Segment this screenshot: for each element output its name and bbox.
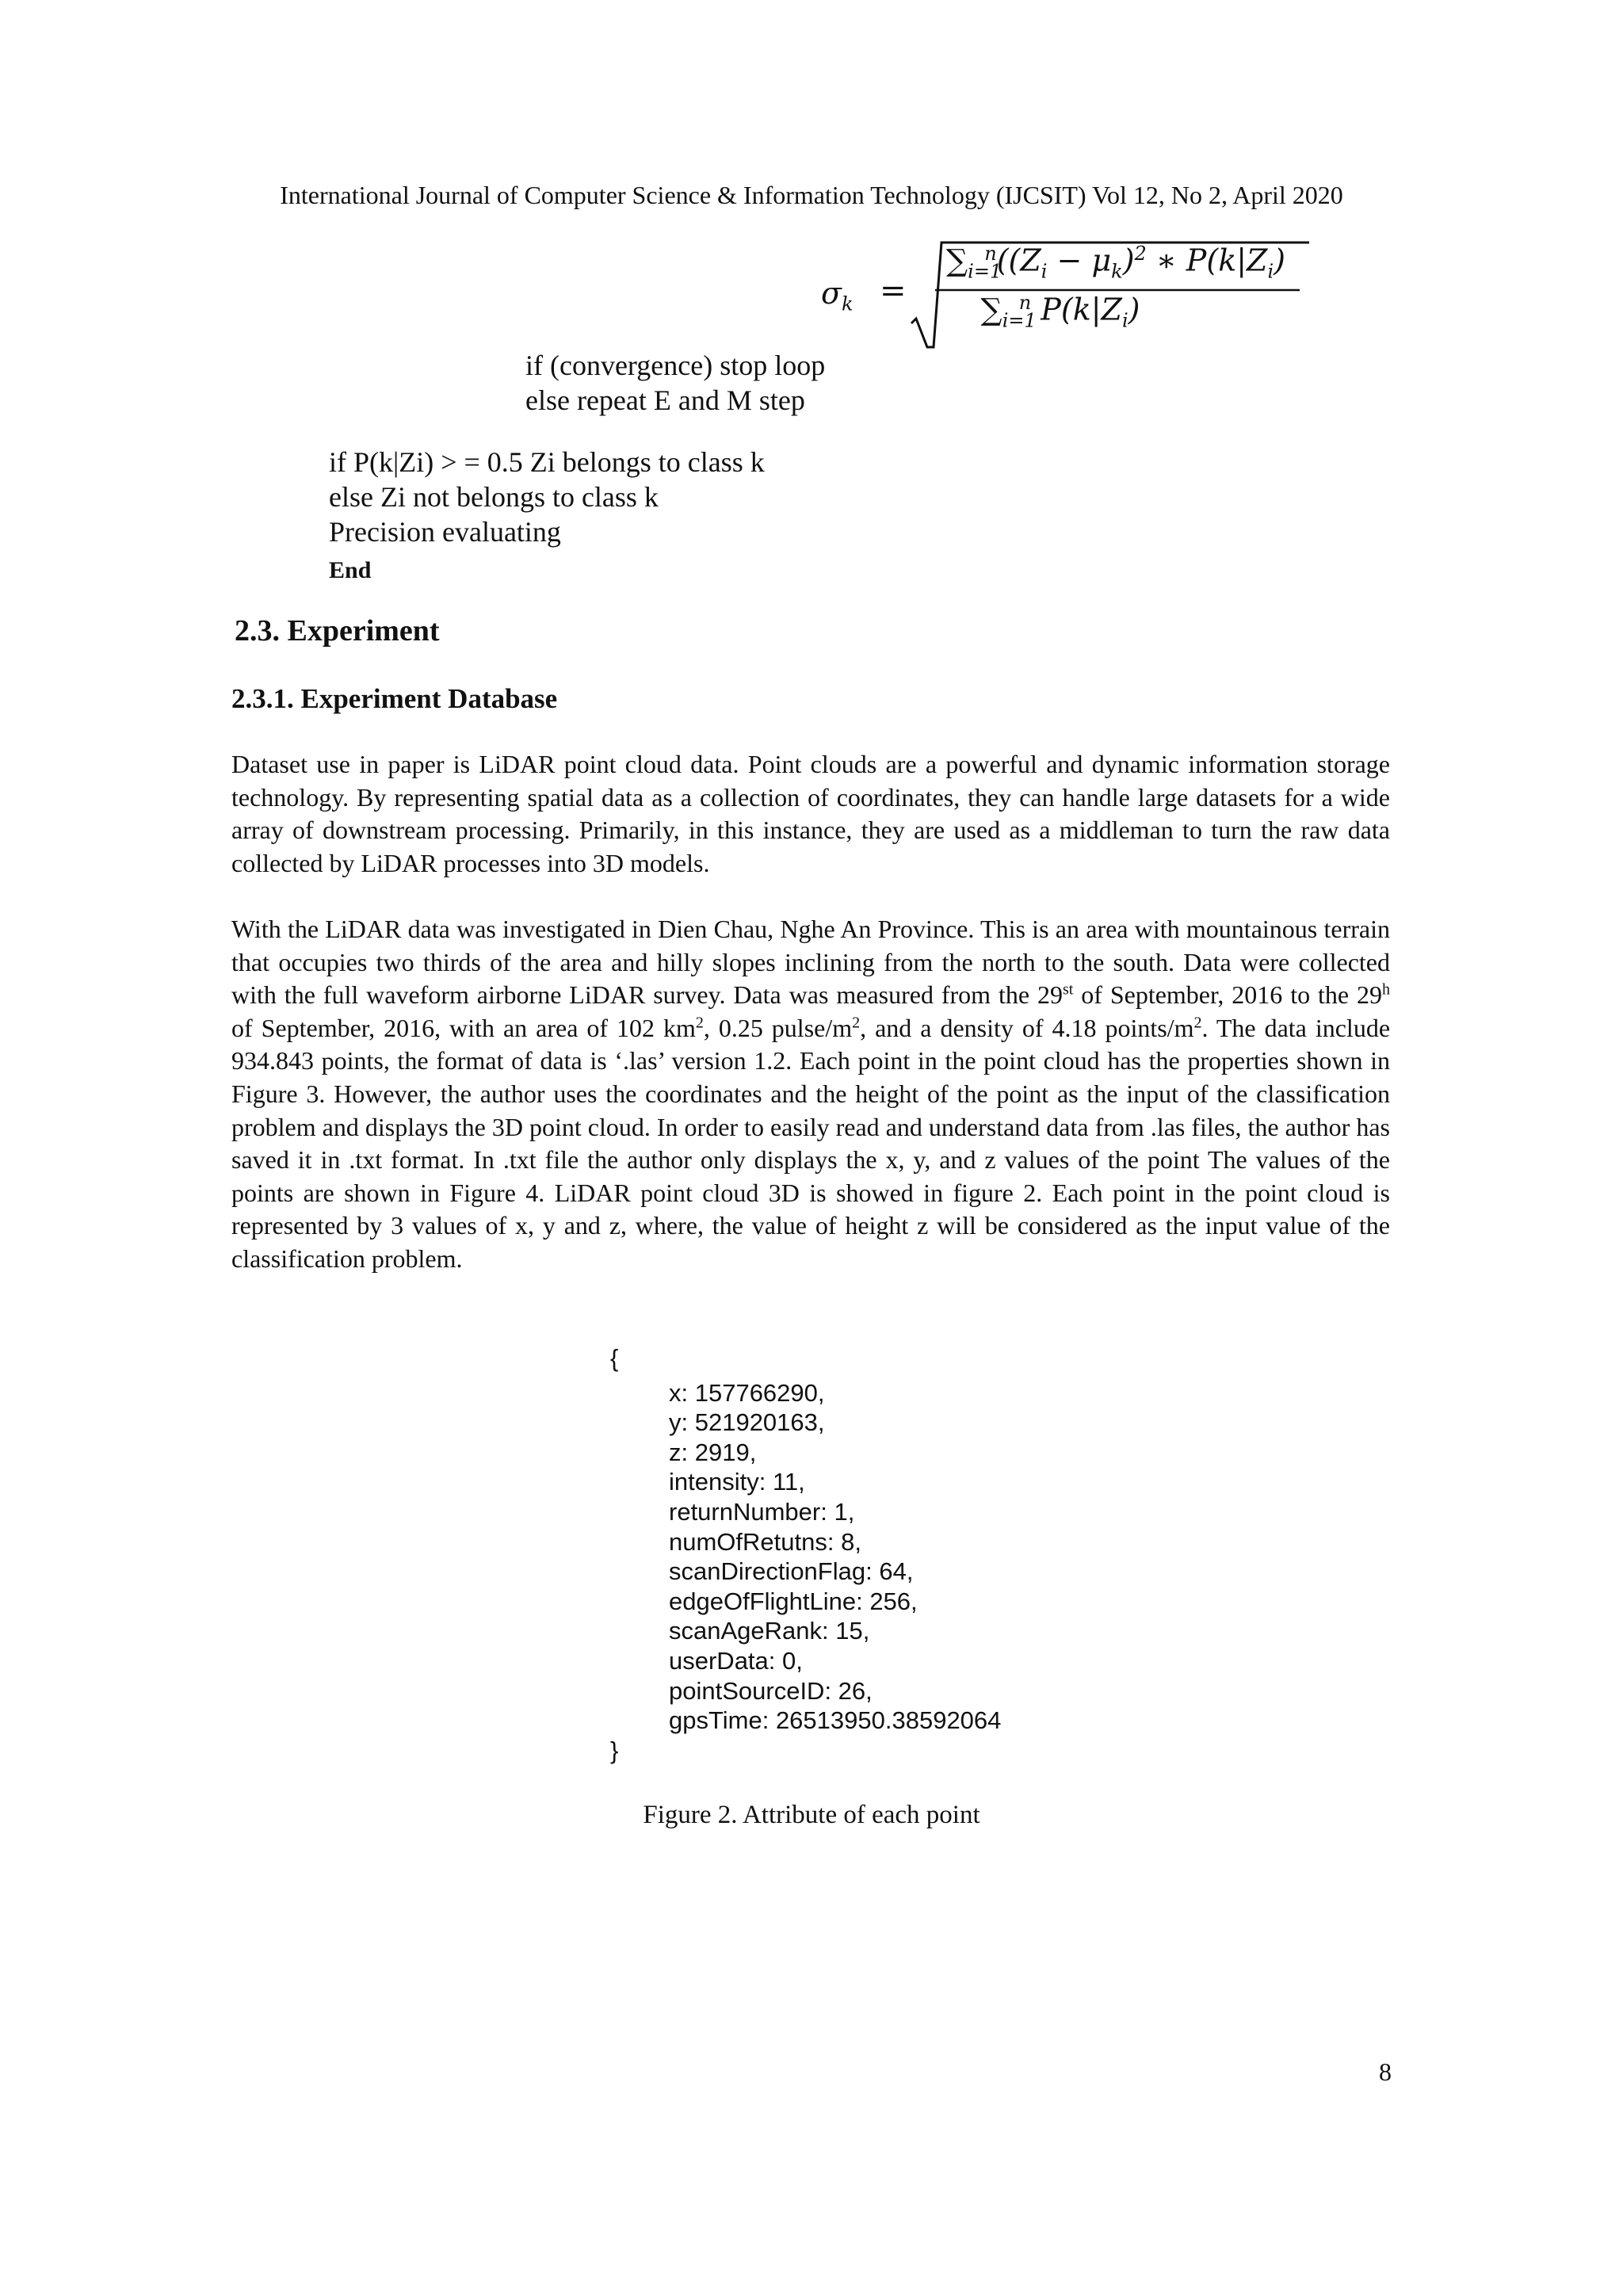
page-number: 8 bbox=[1379, 2057, 1392, 2086]
sigma-equation bbox=[808, 236, 1316, 355]
algorithm-line-2: else repeat E and M step bbox=[525, 384, 805, 416]
attribute-line: x: 157766290, bbox=[669, 1378, 825, 1407]
point-attributes-figure bbox=[610, 1343, 1001, 1765]
attribute-line: y: 521920163, bbox=[669, 1408, 825, 1437]
equation-numerator: $\sum_{i=1}^n((Z_i - \mu_k)^2$ ∗ $P(k|Z_i)$ bbox=[946, 243, 1285, 283]
section-heading: 2.3. Experiment bbox=[235, 614, 440, 648]
algorithm-line-5: Precision evaluating bbox=[329, 516, 561, 548]
close-brace: } bbox=[610, 1736, 619, 1764]
algorithm-line-1: if (convergence) stop loop bbox=[525, 350, 826, 381]
algorithm-end: End bbox=[329, 557, 372, 583]
attribute-line: scanAgeRank: 15, bbox=[669, 1617, 870, 1645]
attribute-line: intensity: 11, bbox=[669, 1468, 805, 1496]
attribute-line: scanDirectionFlag: 64, bbox=[669, 1557, 914, 1586]
equation-lhs: $\sigma_k$ bbox=[821, 276, 854, 315]
algorithm-line-3: if P(k|Zi) > = 0.5 Zi belongs to class k bbox=[329, 446, 765, 478]
attribute-line: pointSourceID: 26, bbox=[669, 1676, 873, 1705]
equation-denominator: $\sum_{i=1}^n$ $P(k|Z_i)$ bbox=[980, 292, 1140, 332]
attribute-line: userData: 0, bbox=[669, 1646, 803, 1675]
attribute-line: z: 2919, bbox=[669, 1438, 757, 1466]
attribute-line: numOfRetutns: 8, bbox=[669, 1527, 861, 1556]
paragraph-2: With the LiDAR data was investigated in Dien Chau, Nghe An Province. This is an area with mountainous terrain that occupies two thirds of the area and hilly slopes inclining from the north to the south. Data were collected with the full waveform airborne LiDAR survey. Data was measured from the 29st of September, 2016 to the 29$^h$ of September, 2016, with an area of 102 $km^2$, 0.25 pulse/$m^2$, and a density of 4.18 points/$m^2$. The data include 934.843 points, the format of data is ‘.las’ version 1.2. Each point in the point cloud has the properties shown in Figure 3. However, the author uses the coordinates and the height of the point as the input of the classification problem and displays the 3D point cloud. In order to easily read and understand data from .las files, the author has saved it in .txt format. In .txt file the author only displays the x, y, and z values of the point The values of the points are shown in Figure 4. LiDAR point cloud 3D is showed in figure 2. Each point in the point cloud is represented by 3 values of x, y and z, where, the value of height z will be considered as the input value of the classification problem. bbox=[231, 915, 1391, 1273]
paragraph-1: Dataset use in paper is LiDAR point cloud data. Point clouds are a powerful and dynamic information storage technology. By representing spatial data as a collection of coordinates, they can handle large datasets for a wide array of downstream processing. Primarily, in this instance, they are used as a middleman to turn the raw data collected by LiDAR processes into 3D models. bbox=[231, 750, 1390, 877]
equation-equals: = bbox=[880, 273, 907, 309]
subsection-heading: 2.3.1. Experiment Database bbox=[231, 683, 558, 714]
figure-caption: Figure 2. Attribute of each point bbox=[643, 1801, 980, 1829]
attribute-line: edgeOfFlightLine: 256, bbox=[669, 1587, 918, 1615]
open-brace: { bbox=[610, 1344, 619, 1372]
attribute-line: returnNumber: 1, bbox=[669, 1497, 855, 1526]
attribute-line: gpsTime: 26513950.38592064 bbox=[669, 1706, 1002, 1735]
running-header: International Journal of Computer Science & Information Technology (IJCSIT) Vol 12, No 2, April 2020 bbox=[280, 181, 1343, 209]
algorithm-line-4: else Zi not belongs to class k bbox=[329, 481, 659, 513]
